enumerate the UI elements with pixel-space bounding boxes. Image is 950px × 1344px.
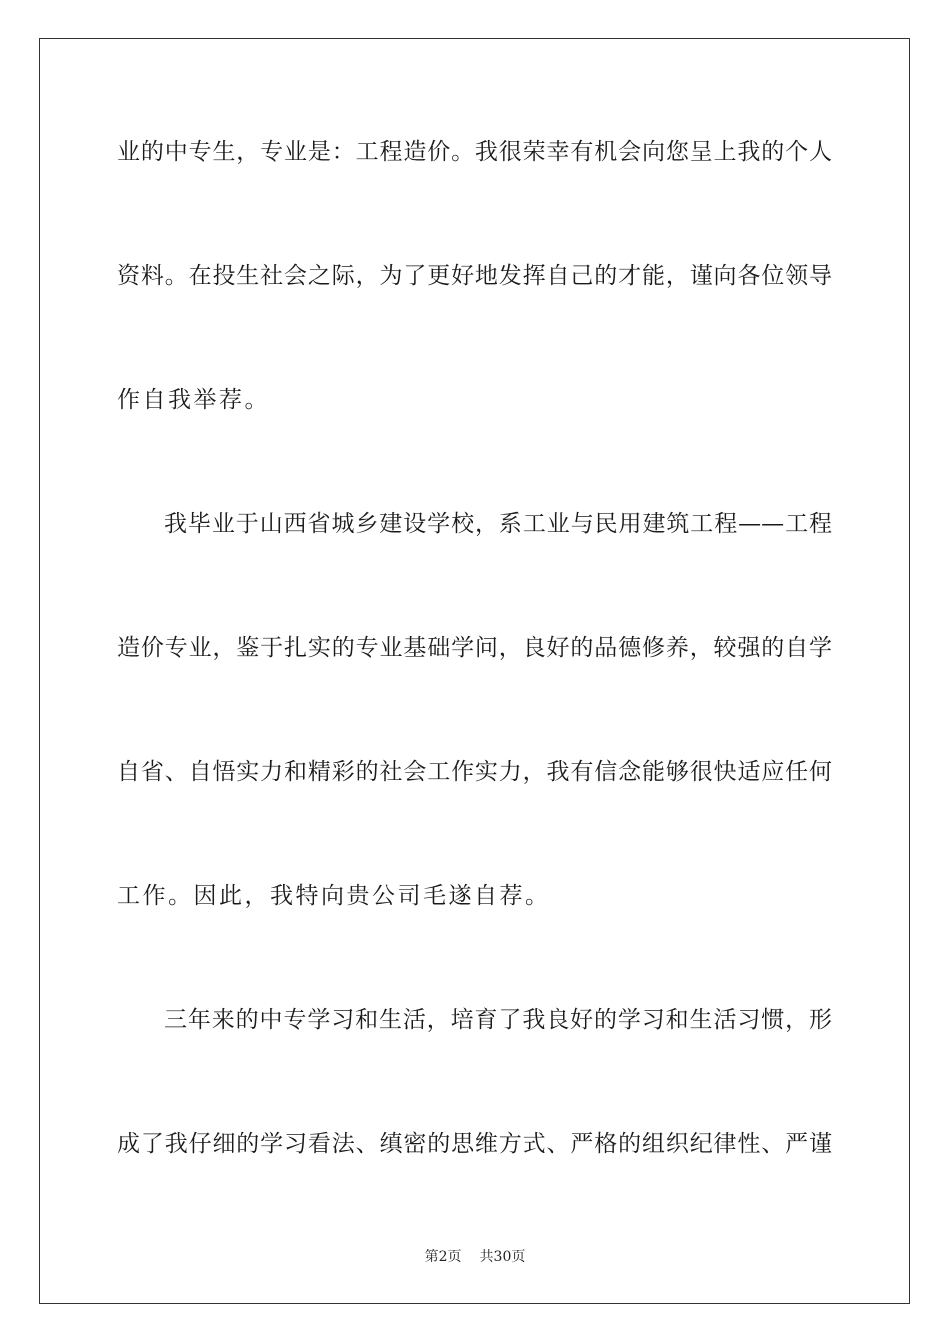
body-line-3: 作自我举荐。 <box>117 387 270 413</box>
page-total: 共30页 <box>479 1249 526 1265</box>
body-line-6: 自省、自悟实力和精彩的社会工作实力，我有信念能够很快适应任何 <box>117 759 832 785</box>
body-line-7: 工作。因此，我特向贵公司毛遂自荐。 <box>117 883 551 909</box>
page-border <box>39 38 910 1304</box>
body-line-4: 我毕业于山西省城乡建设学校，系工业与民用建筑工程——工程 <box>164 511 832 537</box>
body-line-2: 资料。在投生社会之际，为了更好地发挥自己的才能，谨向各位领导 <box>117 263 832 289</box>
body-line-1: 业的中专生，专业是：工程造价。我很荣幸有机会向您呈上我的个人 <box>117 139 832 165</box>
body-line-9: 成了我仔细的学习看法、缜密的思维方式、严格的组织纪律性、严谨 <box>117 1131 832 1157</box>
page-footer <box>0 1248 950 1266</box>
body-line-5: 造价专业，鉴于扎实的专业基础学问，良好的品德修养，较强的自学 <box>117 635 832 661</box>
body-line-8: 三年来的中专学习和生活，培育了我良好的学习和生活习惯，形 <box>164 1007 832 1033</box>
page-number: 第2页 <box>424 1249 462 1265</box>
